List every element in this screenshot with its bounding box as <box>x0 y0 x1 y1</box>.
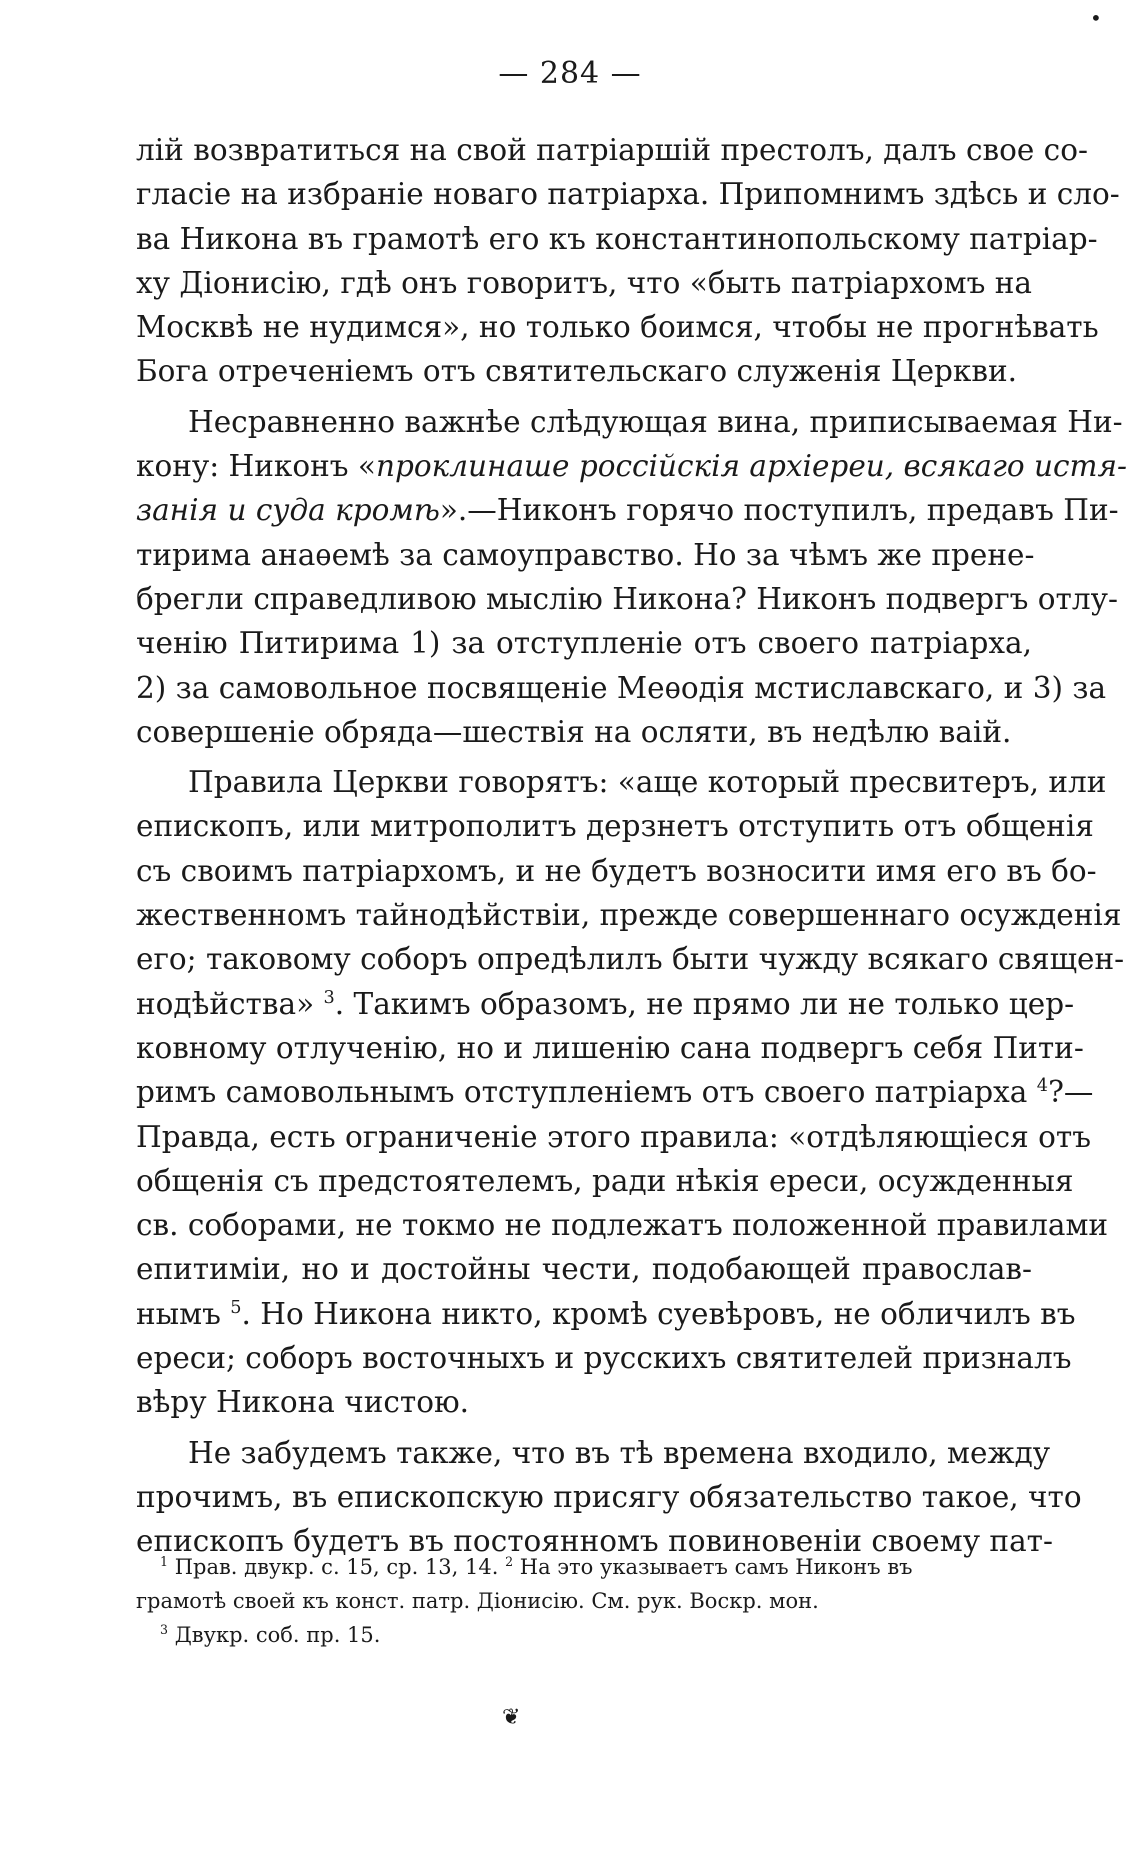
text-line: совершеніе обряда—шествія на осляти, въ недѣлю ваій. <box>136 714 1012 749</box>
text-fragment: ?— <box>1048 1075 1094 1110</box>
footnote-line <box>136 1618 1032 1652</box>
text-line: ковному отлученію, но и лишенію сана подвергъ себя Пити- <box>136 1030 1084 1065</box>
text-line: Бога отреченіемъ отъ святительскаго служенія Церкви. <box>136 354 1018 389</box>
text-fragment: . Такимъ образомъ, не прямо ли не только цер- <box>334 986 1075 1021</box>
text-line: съ своимъ патріархомъ, и не будетъ возносити имя его въ бо- <box>136 853 1097 888</box>
text-fragment: нодѣйства» <box>136 986 315 1021</box>
text-fragment: . Но Никона никто, кромѣ суевѣровъ, не обличилъ въ <box>241 1296 1076 1331</box>
text-line: епископъ, или митрополитъ дерзнетъ отступить отъ общенія <box>136 809 1094 844</box>
text-line: его; таковому соборъ опредѣлилъ быти чужду всякаго священ- <box>136 942 1125 977</box>
footnote-mark: 2 <box>505 1554 514 1569</box>
text-line: прочимъ, въ епископскую присягу обязательство такое, что <box>136 1479 1082 1514</box>
text-line: епитиміи, но и достойны чести, подобающей православ- <box>136 1252 1032 1287</box>
text-line: ереси; соборъ восточныхъ и русскихъ святителей призналъ <box>136 1341 1072 1376</box>
text-line <box>136 488 1119 532</box>
footnote-line: грамотѣ своей къ конст. патр. Діонисію. См. рук. Воскр. мон. <box>136 1589 819 1613</box>
text-line: тирима анаѳемѣ за самоуправство. Но за чѣмъ же прене- <box>136 537 1035 572</box>
italic-quote: проклинаше россійскія архіереи, всякаго истя- <box>375 449 1127 484</box>
text-line: ху Діонисію, гдѣ онъ говоритъ, что «быть патріархомъ на <box>136 265 1032 300</box>
footnote-ref: 4 <box>1036 1076 1049 1097</box>
text-line: 2) за самовольное посвященіе Меѳодія мстиславскаго, и 3) за <box>136 670 1107 705</box>
text-line: епископъ будетъ въ постоянномъ повиновеніи своему пат- <box>136 1524 1053 1559</box>
footnote-mark: 1 <box>160 1554 169 1569</box>
text-line: Москвѣ не нудимся», но только боимся, чтобы не прогнѣвать <box>136 310 1099 345</box>
footnote-text: Прав. двукр. с. 15, ср. 13, 14. <box>174 1555 499 1579</box>
text-line <box>136 1292 1076 1336</box>
page-number: — 284 — <box>498 56 642 91</box>
text-line: Не забудемъ также, что въ тѣ времена входило, между <box>188 1435 1051 1470</box>
text-line <box>136 1070 1094 1114</box>
footnote-ref: 5 <box>230 1297 242 1318</box>
italic-quote: занія и суда кромѣ <box>136 493 440 528</box>
footnote-ref: 3 <box>323 987 335 1008</box>
text-line: ченію Питирима 1) за отступленіе отъ своего патріарха, <box>136 626 1032 661</box>
print-mark: • <box>1090 6 1102 30</box>
ornament-icon: ❦ <box>502 1705 521 1730</box>
text-fragment: кону: Никонъ « <box>136 449 376 484</box>
text-line: брегли справедливою мыслію Никона? Никонъ подвергъ отлу- <box>136 581 1118 616</box>
text-fragment: римъ самовольнымъ отступленіемъ отъ своего патріарха <box>136 1075 1028 1110</box>
text-line: общенія съ предстоятелемъ, ради нѣкія ереси, осужденныя <box>136 1163 1074 1198</box>
footnote-mark: 3 <box>160 1622 169 1637</box>
text-fragment: ».—Никонъ горячо поступилъ, предавъ Пи- <box>439 493 1119 528</box>
text-fragment: нымъ <box>136 1296 221 1331</box>
text-line: ва Никона въ грамотѣ его къ константинопольскому патріар- <box>136 221 1098 256</box>
text-line: вѣру Никона чистою. <box>136 1385 470 1420</box>
footnote-line <box>136 1550 1032 1584</box>
text-line <box>136 982 1075 1026</box>
text-line: Несравненно важнѣе слѣдующая вина, приписываемая Ни- <box>188 404 1123 439</box>
text-line: лій возвратиться на свой патріаршій престолъ, далъ свое со- <box>136 133 1088 167</box>
text-line: Правила Церкви говорятъ: «аще который пресвитеръ, или <box>188 765 1107 800</box>
text-line: жественномъ тайнодѣйствіи, прежде совершеннаго осужденія <box>136 898 1122 933</box>
text-line: Правда, есть ограниченіе этого правила: «отдѣляющіеся отъ <box>136 1119 1091 1154</box>
text-line: гласіе на избраніе новаго патріарха. Припомнимъ здѣсь и сло- <box>136 177 1120 212</box>
main-text <box>136 128 1127 1564</box>
footnote-text: Двукр. соб. пр. 15. <box>174 1623 381 1647</box>
footnote-text: На это указываетъ самъ Никонъ въ <box>519 1555 913 1579</box>
footnotes <box>136 1550 1032 1652</box>
text-line <box>136 444 1127 488</box>
text-line: св. соборами, не токмо не подлежатъ положенной правилами <box>136 1208 1109 1243</box>
